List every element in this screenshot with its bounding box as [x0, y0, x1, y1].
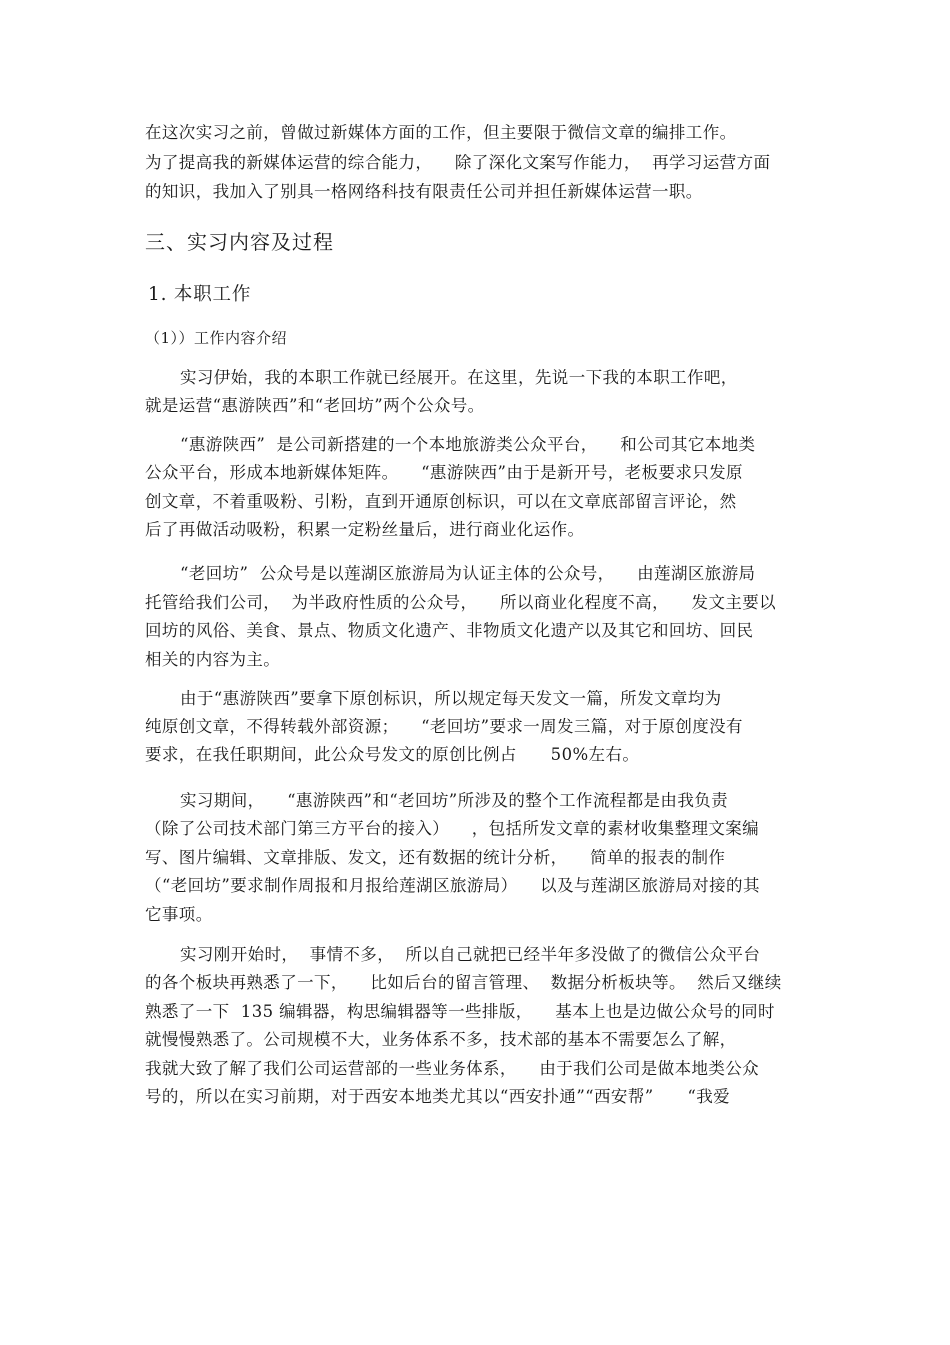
- paragraph-line: 它事项。: [145, 905, 213, 924]
- paragraph-line: “惠游陕西” 是公司新搭建的一个本地旅游类公众平台， 和公司其它本地类: [180, 435, 756, 454]
- paragraph-line: 就慢慢熟悉了。公司规模不大，业务体系不多，技术部的基本不需要怎么了解，: [145, 1030, 737, 1049]
- paragraph-line: 由于“惠游陕西”要拿下原创标识，所以规定每天发文一篇，所发文章均为: [180, 689, 722, 708]
- paragraph-line: 回坊的风俗、美食、景点、物质文化遗产、非物质文化遗产以及其它和回坊、回民: [145, 621, 754, 640]
- paragraph-line: （“老回坊”要求制作周报和月报给莲湖区旅游局） 以及与莲湖区旅游局对接的其: [145, 876, 760, 895]
- paragraph-line: 相关的内容为主。: [145, 650, 281, 669]
- paragraph-line: （除了公司技术部门第三方平台的接入） ，包括所发文章的素材收集整理文案编: [145, 819, 760, 838]
- paragraph-line: 号的，所以在实习前期，对于西安本地类尤其以“西安扑通”“西安帮” “我爱: [145, 1087, 731, 1106]
- paragraph-line: 写、图片编辑、文章排版、发文，还有数据的统计分析， 简单的报表的制作: [145, 848, 726, 867]
- paragraph-line: 要求，在我任职期间，此公众号发文的原创比例占 50%左右。: [145, 745, 640, 764]
- paragraph-line: 的各个板块再熟悉了一下， 比如后台的留言管理、 数据分析板块等。 然后又继续: [145, 973, 782, 992]
- sub-subsection-heading: （1））工作内容介绍: [145, 329, 288, 347]
- paragraph-line: 纯原创文章，不得转载外部资源； “老回坊”要求一周发三篇，对于原创度没有: [145, 717, 743, 736]
- paragraph-line: 我就大致了解了我们公司运营部的一些业务体系， 由于我们公司是做本地类公众: [145, 1059, 760, 1078]
- paragraph-line: 就是运营“惠游陕西”和“老回坊”两个公众号。: [145, 396, 485, 415]
- paragraph-line: 托管给我们公司， 为半政府性质的公众号， 所以商业化程度不高， 发文主要以: [145, 593, 777, 612]
- intro-line: 在这次实习之前，曾做过新媒体方面的工作，但主要限于微信文章的编排工作。: [145, 123, 737, 142]
- subsection-heading: 1. 本职工作: [148, 284, 252, 305]
- paragraph-line: 实习期间， “惠游陕西”和“老回坊”所涉及的整个工作流程都是由我负责: [180, 791, 729, 810]
- intro-line: 的知识，我加入了别具一格网络科技有限责任公司并担任新媒体运营一职。: [145, 182, 703, 201]
- paragraph-line: 后了再做活动吸粉，积累一定粉丝量后，进行商业化运作。: [145, 520, 585, 539]
- paragraph-line: 熟悉了一下 135 编辑器，构思编辑器等一些排版， 基本上也是边做公众号的同时: [145, 1002, 775, 1021]
- paragraph-line: 公众平台，形成本地新媒体矩阵。 “惠游陕西”由于是新开号，老板要求只发原: [145, 463, 743, 482]
- intro-line: 为了提高我的新媒体运营的综合能力， 除了深化文案写作能力， 再学习运营方面: [145, 153, 771, 172]
- paragraph-line: 实习伊始，我的本职工作就已经展开。在这里，先说一下我的本职工作吧，: [180, 368, 738, 387]
- paragraph-line: 创文章，不着重吸粉、引粉，直到开通原创标识，可以在文章底部留言评论，然: [145, 492, 737, 511]
- paragraph-line: “老回坊” 公众号是以莲湖区旅游局为认证主体的公众号， 由莲湖区旅游局: [180, 564, 756, 583]
- section-heading: 三、实习内容及过程: [145, 230, 334, 254]
- paragraph-line: 实习刚开始时， 事情不多， 所以自己就把已经半年多没做了的微信公众平台: [180, 945, 761, 964]
